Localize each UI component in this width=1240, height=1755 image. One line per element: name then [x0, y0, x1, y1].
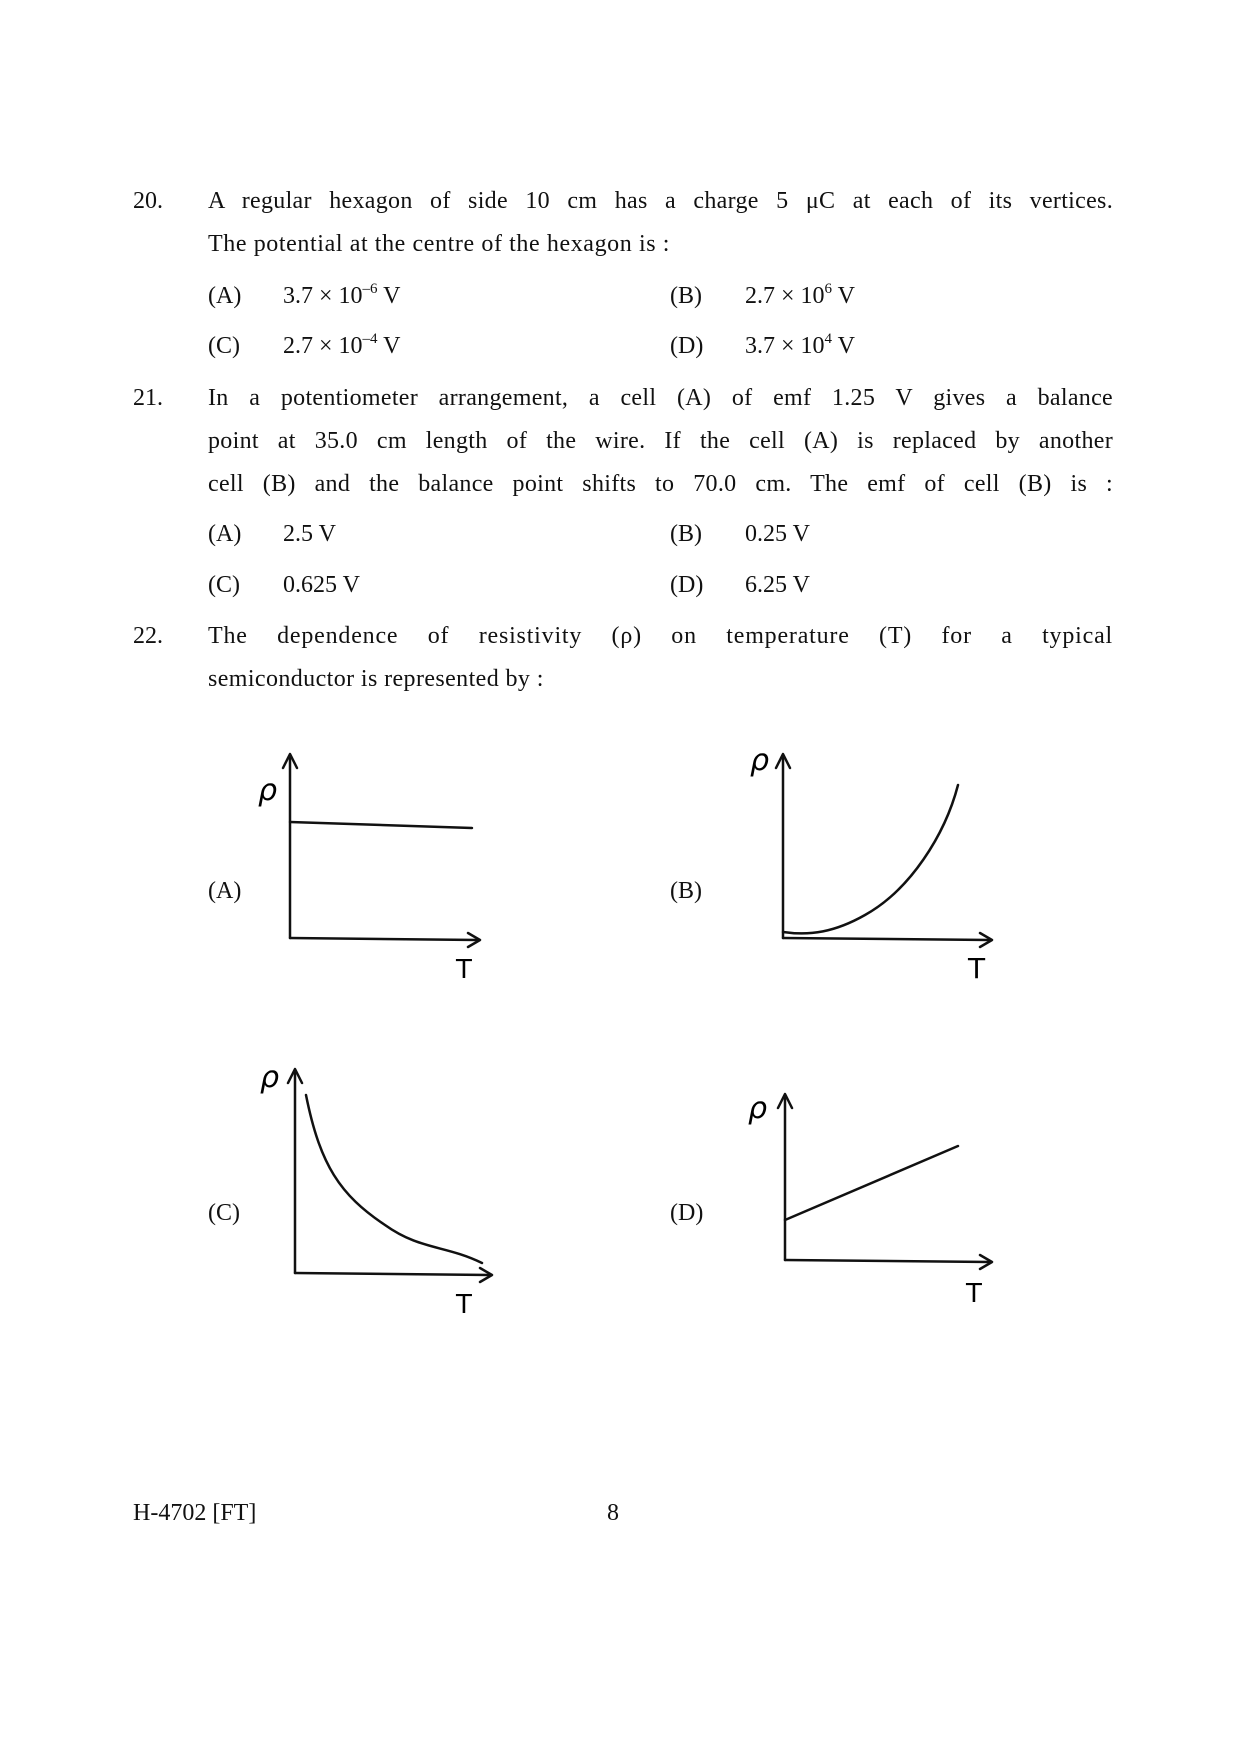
- x-axis: [290, 938, 478, 940]
- question-text-line: The dependence of resistivity (ρ) on temperature (T) for a typical: [208, 623, 1113, 649]
- option-label: (B): [670, 521, 702, 547]
- curve-constant: [290, 822, 472, 828]
- y-axis-label: ρ: [258, 773, 278, 808]
- option-exponent: 4: [824, 331, 833, 347]
- y-axis-label: ρ: [750, 743, 770, 778]
- curve-increasing: [783, 785, 958, 933]
- graph-option-a: [250, 740, 550, 1000]
- paper-code: H-4702 [FT]: [133, 1500, 257, 1526]
- graph-option-d: [740, 1080, 1020, 1320]
- option-c: [208, 333, 400, 360]
- option-c: [208, 572, 360, 599]
- option-d: [670, 333, 855, 360]
- option-label: (C): [208, 572, 240, 598]
- question-text-line: In a potentiometer arrangement, a cell (A) of emf 1.25 V gives a balance: [208, 385, 1113, 411]
- option-unit: V: [832, 333, 855, 359]
- option-b: [670, 521, 810, 548]
- option-a: [208, 283, 400, 310]
- question-text-line: The potential at the centre of the hexagon is :: [208, 231, 671, 257]
- option-b: [670, 283, 855, 310]
- option-unit: V: [377, 283, 401, 309]
- question-number: 22.: [133, 623, 163, 649]
- option-unit: V: [377, 333, 401, 359]
- option-label: (D): [670, 572, 704, 598]
- graph-option-b: [740, 740, 1020, 1000]
- option-a: [208, 521, 336, 548]
- option-exponent: –4: [362, 331, 378, 347]
- option-mantissa: 3.7 × 10: [745, 333, 825, 359]
- graph-option-c: [260, 1055, 560, 1315]
- question-text-line: cell (B) and the balance point shifts to 70.0 cm. The emf of cell (B) is :: [208, 471, 1113, 497]
- x-axis-label: T: [456, 955, 472, 985]
- option-text: 0.625 V: [283, 572, 360, 598]
- question-number: 21.: [133, 385, 163, 411]
- option-d: [670, 572, 810, 599]
- question-text-line: point at 35.0 cm length of the wire. If the cell (A) is replaced by another: [208, 428, 1113, 454]
- option-exponent: –6: [362, 281, 378, 297]
- option-label: (A): [208, 521, 242, 547]
- graph-option-a-label: (A): [208, 878, 242, 904]
- graph-option-d-label: (D): [670, 1200, 704, 1226]
- option-mantissa: 3.7 × 10: [283, 283, 363, 309]
- graph-option-b-label: (B): [670, 878, 702, 904]
- option-text: 2.5 V: [283, 521, 336, 547]
- option-label: (D): [670, 333, 704, 359]
- option-text: 6.25 V: [745, 572, 810, 598]
- x-axis: [785, 1260, 990, 1262]
- option-label: (A): [208, 283, 242, 309]
- curve-decreasing: [306, 1095, 482, 1263]
- x-axis: [295, 1273, 490, 1275]
- option-label: (C): [208, 333, 240, 359]
- question-number: 20.: [133, 188, 163, 214]
- option-unit: V: [832, 283, 855, 309]
- option-mantissa: 2.7 × 10: [283, 333, 363, 359]
- option-exponent: 6: [824, 281, 833, 297]
- option-text: 0.25 V: [745, 521, 810, 547]
- x-axis-label: T: [968, 952, 986, 985]
- y-axis-label: ρ: [748, 1091, 768, 1126]
- curve-linear: [785, 1146, 958, 1220]
- x-axis-label: T: [456, 1290, 472, 1315]
- x-axis-label: T: [966, 1279, 982, 1309]
- question-text-line: semiconductor is represented by :: [208, 666, 544, 692]
- question-text-line: A regular hexagon of side 10 cm has a charge 5 μC at each of its vertices.: [208, 188, 1113, 214]
- option-label: (B): [670, 283, 702, 309]
- y-axis-label: ρ: [260, 1060, 280, 1095]
- page-number: 8: [607, 1500, 619, 1526]
- x-axis: [783, 938, 990, 940]
- option-mantissa: 2.7 × 10: [745, 283, 825, 309]
- graph-option-c-label: (C): [208, 1200, 240, 1226]
